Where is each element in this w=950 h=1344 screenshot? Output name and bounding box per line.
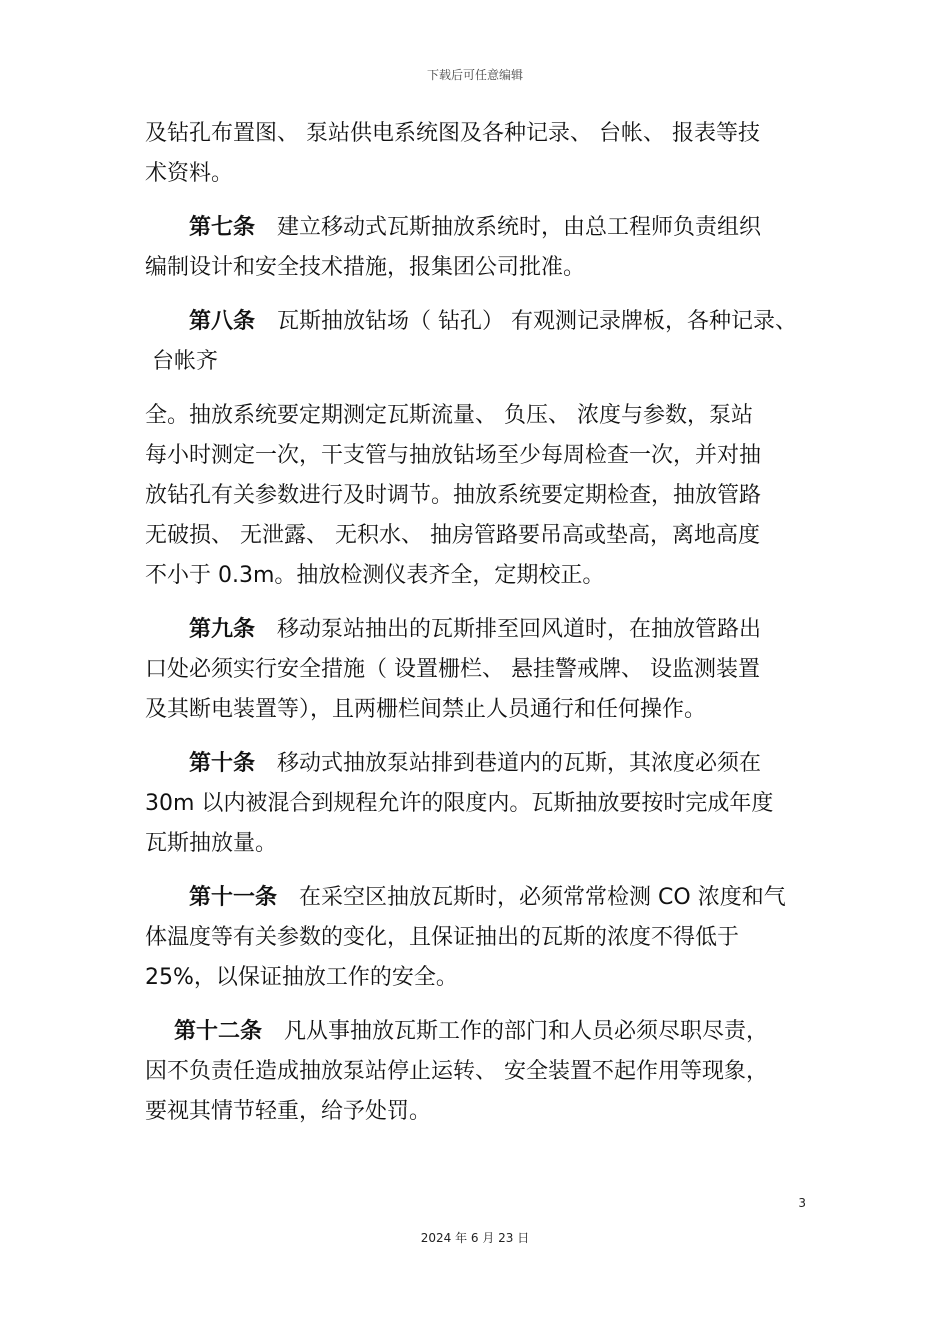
paragraph xyxy=(145,396,810,596)
article-label: 第七条 xyxy=(189,215,256,240)
article-10 xyxy=(145,744,810,864)
paragraph-line: 建立移动式瓦斯抽放系统时，由总工程师负责组织 xyxy=(255,215,762,240)
paragraph-line: 编制设计和安全技术措施，报集团公司批准。 xyxy=(145,255,586,280)
header-note: 下载后可任意编辑 xyxy=(426,68,523,82)
paragraph-line: 移动泵站抽出的瓦斯排至回风道时，在抽放管路出 xyxy=(255,617,762,642)
paragraph-line: 无破损、 无泄露、 无积水、 抽房管路要吊高或垫高，离地高度 xyxy=(145,523,760,548)
paragraph xyxy=(145,114,810,194)
article-label: 第十条 xyxy=(189,751,256,776)
paragraph-line: 要视其情节轻重，给予处罚。 xyxy=(145,1099,432,1124)
article-label: 第八条 xyxy=(189,309,256,334)
paragraph-line: 在采空区抽放瓦斯时，必须常常检测 CO 浓度和气 xyxy=(277,885,786,910)
paragraph-line: 口处必须实行安全措施（ 设置栅栏、 悬挂警戒牌、 设监测装置 xyxy=(145,657,760,682)
article-7 xyxy=(145,208,810,288)
article-12 xyxy=(145,1012,810,1132)
paragraph-line: 放钻孔有关参数进行及时调节。抽放系统要定期检查，抽放管路 xyxy=(145,483,762,508)
article-11 xyxy=(145,878,810,998)
paragraph-line: 及其断电装置等），且两栅栏间禁止人员通行和任何操作。 xyxy=(145,697,707,722)
document-body xyxy=(145,114,810,1132)
paragraph-line: 体温度等有关参数的变化，且保证抽出的瓦斯的浓度不得低于 xyxy=(145,925,740,950)
paragraph-line: 不小于 0.3m。抽放检测仪表齐全，定期校正。 xyxy=(145,563,605,588)
paragraph-line: 移动式抽放泵站排到巷道内的瓦斯，其浓度必须在 xyxy=(255,751,762,776)
paragraph-line: 瓦斯抽放钻场（ 钻孔） 有观测记录牌板，各种记录、 xyxy=(255,309,798,334)
paragraph-line: 全。抽放系统要定期测定瓦斯流量、 负压、 浓度与参数，泵站 xyxy=(145,403,753,428)
paragraph-line: 30m 以内被混合到规程允许的限度内。瓦斯抽放要按时完成年度 xyxy=(145,791,774,816)
paragraph-line: 及钻孔布置图、 泵站供电系统图及各种记录、 台帐、 报表等技 xyxy=(145,121,760,146)
paragraph-line: 凡从事抽放瓦斯工作的部门和人员必须尽职尽责， xyxy=(262,1019,769,1044)
paragraph-line: 术资料。 xyxy=(145,161,234,186)
footer-date: 2024 年 6 月 23 日 xyxy=(420,1231,530,1245)
paragraph-line: 25%，以保证抽放工作的安全。 xyxy=(145,965,458,990)
article-label: 第九条 xyxy=(189,617,256,642)
article-label: 第十二条 xyxy=(174,1019,263,1044)
article-8 xyxy=(145,302,810,382)
paragraph-line: 每小时测定一次，干支管与抽放钻场至少每周检查一次，并对抽 xyxy=(145,443,762,468)
article-9 xyxy=(145,610,810,730)
paragraph-line: 因不负责任造成抽放泵站停止运转、 安全装置不起作用等现象， xyxy=(145,1059,768,1084)
paragraph-line: 瓦斯抽放量。 xyxy=(145,831,278,856)
article-label: 第十一条 xyxy=(189,885,278,910)
page-number: 3 xyxy=(798,1196,806,1210)
paragraph-line: 台帐齐 xyxy=(145,349,218,374)
